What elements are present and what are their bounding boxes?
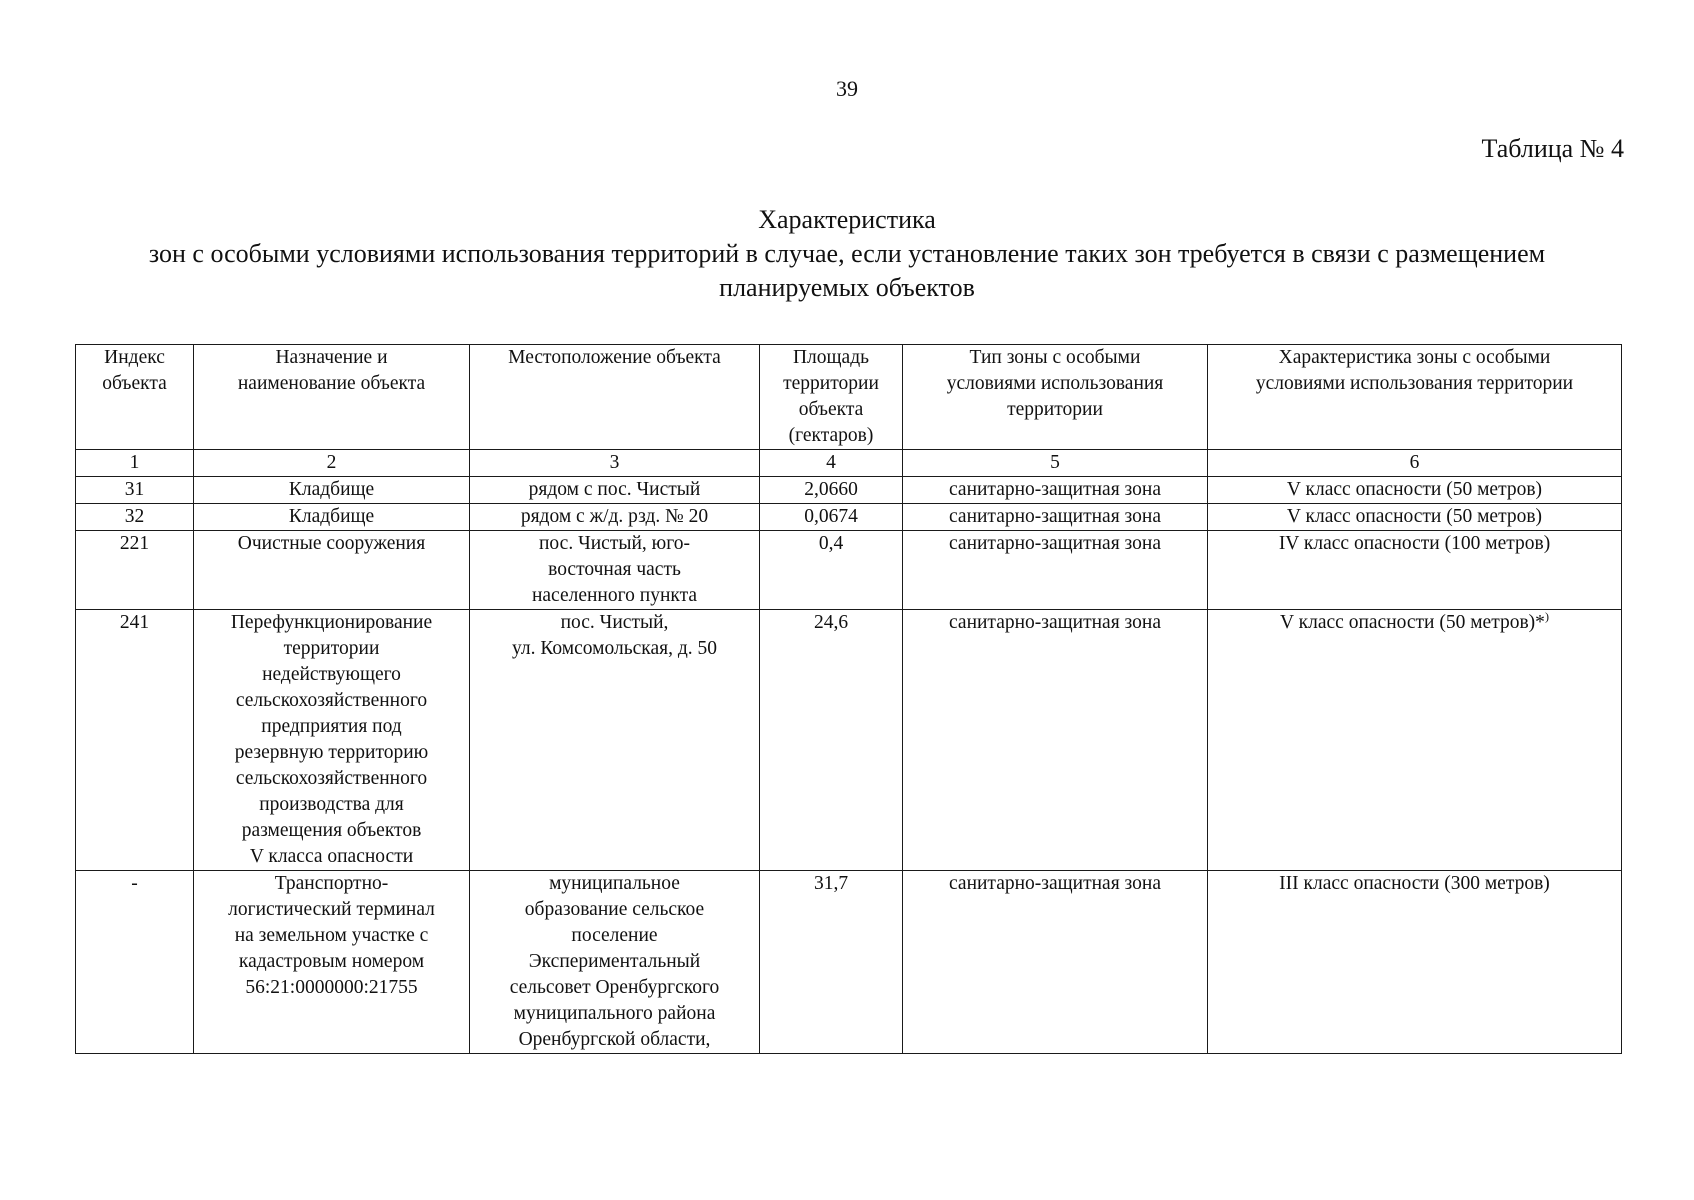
footnote-mark: )	[1544, 609, 1549, 624]
cell-area: 0,0674	[760, 504, 903, 531]
table-row	[76, 871, 1622, 1054]
characteristic-text: V класс опасности (50 метров)	[1286, 506, 1543, 527]
column-number-row	[76, 450, 1622, 477]
cell-location: рядом с ж/д. рзд. № 20	[470, 504, 760, 531]
cell-location: пос. Чистый, юго- восточная часть населенного пункта	[470, 531, 760, 610]
column-number: 3	[470, 450, 760, 477]
header-index: Индекс объекта	[76, 345, 194, 450]
column-number: 4	[760, 450, 903, 477]
title-line-2: зон с особыми условиями использования территорий в случае, если установление таких зон требуется в связи с размещением	[148, 239, 1546, 268]
cell-index: 221	[76, 531, 194, 610]
header-characteristic: Характеристика зоны с особыми условиями использования территории	[1208, 345, 1622, 450]
characteristic-text: V класс опасности (50 метров)	[1286, 479, 1543, 500]
cell-index: 241	[76, 610, 194, 871]
table-row	[76, 477, 1622, 504]
column-number: 5	[903, 450, 1208, 477]
cell-area: 2,0660	[760, 477, 903, 504]
cell-area: 24,6	[760, 610, 903, 871]
header-location: Местоположение объекта	[470, 345, 760, 450]
cell-zone-type: санитарно-защитная зона	[903, 610, 1208, 871]
document-title	[0, 203, 1694, 305]
header-zone-type: Тип зоны с особыми условиями использования территории	[903, 345, 1208, 450]
zones-table	[75, 344, 1622, 1054]
table-label: Таблица № 4	[1481, 134, 1624, 163]
cell-zone-type: санитарно-защитная зона	[903, 477, 1208, 504]
column-number: 1	[76, 450, 194, 477]
characteristic-text: V класс опасности (50 метров)*	[1280, 612, 1545, 633]
cell-index: 32	[76, 504, 194, 531]
cell-area: 0,4	[760, 531, 903, 610]
cell-index: -	[76, 871, 194, 1054]
cell-location: муниципальное образование сельское поселение Экспериментальный сельсовет Оренбургского муниципального района Оренбургской области,	[470, 871, 760, 1054]
cell-name: Кладбище	[194, 504, 470, 531]
cell-zone-type: санитарно-защитная зона	[903, 504, 1208, 531]
cell-location: рядом с пос. Чистый	[470, 477, 760, 504]
cell-characteristic	[1208, 477, 1622, 504]
cell-characteristic	[1208, 871, 1622, 1054]
table-row	[76, 531, 1622, 610]
title-line-1: Характеристика	[758, 205, 936, 234]
table-row	[76, 504, 1622, 531]
page-number: 39	[836, 76, 858, 101]
cell-zone-type: санитарно-защитная зона	[903, 871, 1208, 1054]
cell-characteristic	[1208, 504, 1622, 531]
characteristic-text: IV класс опасности (100 метров)	[1278, 533, 1551, 554]
table-header-row	[76, 345, 1622, 450]
cell-characteristic	[1208, 610, 1622, 871]
column-number: 6	[1208, 450, 1622, 477]
cell-zone-type: санитарно-защитная зона	[903, 531, 1208, 610]
header-area: Площадь территории объекта (гектаров)	[760, 345, 903, 450]
header-name: Назначение и наименование объекта	[194, 345, 470, 450]
characteristic-text: III класс опасности (300 метров)	[1279, 873, 1550, 894]
cell-index: 31	[76, 477, 194, 504]
cell-characteristic	[1208, 531, 1622, 610]
table-row	[76, 610, 1622, 871]
cell-location: пос. Чистый, ул. Комсомольская, д. 50	[470, 610, 760, 871]
cell-name: Перефункционирование территории недействующего сельскохозяйственного предприятия под резервную территорию сельскохозяйственного производства для размещения объектов V класса опасности	[194, 610, 470, 871]
cell-area: 31,7	[760, 871, 903, 1054]
column-number: 2	[194, 450, 470, 477]
cell-name: Очистные сооружения	[194, 531, 470, 610]
cell-name: Кладбище	[194, 477, 470, 504]
cell-name: Транспортно- логистический терминал на земельном участке с кадастровым номером 56:21:0000000:21755	[194, 871, 470, 1054]
title-line-3: планируемых объектов	[719, 273, 975, 302]
